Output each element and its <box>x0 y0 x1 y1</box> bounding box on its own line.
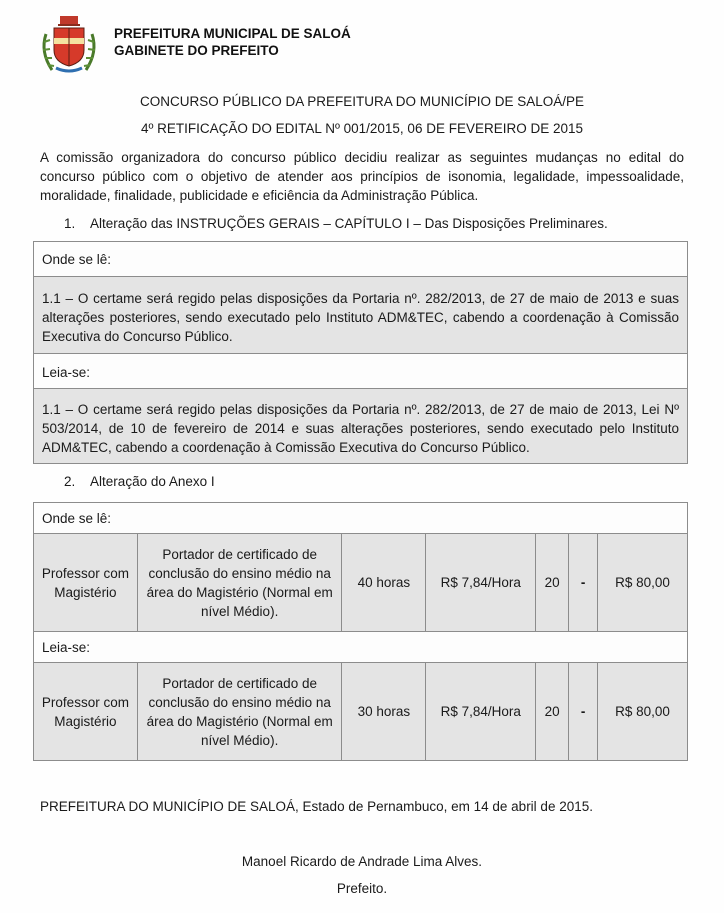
taxa-cell: R$ 80,00 <box>598 663 688 761</box>
table-row <box>34 534 688 632</box>
item-1-heading <box>64 214 608 233</box>
item-1-number: 1. <box>64 216 76 231</box>
table-row <box>34 632 688 663</box>
intro-paragraph: A comissão organizadora do concurso público decidiu realizar as seguintes mudanças no edital do concurso público com o objetivo de atender aos princípios de isonomia, legalidade, impessoalidade, moralidade, finalidade, publicidade e eficiência da Administração Pública. <box>40 150 684 203</box>
item-1-leia-label: Leia-se: <box>42 365 91 380</box>
carga-horaria-cell: 40 horas <box>342 534 426 632</box>
item-2-title: Alteração do Anexo I <box>90 474 215 489</box>
cargo-cell: Professor com Magistério <box>34 663 138 761</box>
item-1-leia-text-box <box>33 388 688 464</box>
item-2-onde-label: Onde se lê: <box>34 503 688 534</box>
item-2-number: 2. <box>64 474 76 489</box>
signature-name: Manoel Ricardo de Andrade Lima Alves. <box>241 854 483 869</box>
municipal-coat-of-arms-icon <box>38 12 100 78</box>
item-1-title: Alteração das INSTRUÇÕES GERAIS – CAPÍTULO I – Das Disposições Preliminares. <box>90 216 608 231</box>
item-1-onde-label-box <box>33 241 688 277</box>
vagas-cell: 20 <box>536 534 569 632</box>
anexo-table <box>33 502 688 761</box>
cargo-cell: Professor com Magistério <box>34 534 138 632</box>
document-title: CONCURSO PÚBLICO DA PREFEITURA DO MUNICÍPIO DE SALOÁ/PE <box>139 94 585 109</box>
header-title: PREFEITURA MUNICIPAL DE SALOÁ <box>114 26 351 41</box>
item-2-heading <box>64 472 215 491</box>
item-1-leia-text: 1.1 – O certame será regido pelas disposições da Portaria nº. 282/2013, de 27 de maio de 2013, Lei Nº 503/2014, de 10 de fevereiro de 2014 e suas alterações posteriores, sendo executado pelo Instituto ADM&TEC, cabendo a coordenação à Comissão Executiva do Concurso Público. <box>42 402 679 455</box>
item-1-leia-label-box <box>33 353 688 389</box>
requisito-cell: Portador de certificado de conclusão do ensino médio na área do Magistério (Normal em nível Médio). <box>137 663 342 761</box>
table-row <box>34 503 688 534</box>
document-subtitle: 4º RETIFICAÇÃO DO EDITAL Nº 001/2015, 06 DE FEVEREIRO DE 2015 <box>140 121 584 136</box>
item-2-leia-label: Leia-se: <box>34 632 688 663</box>
reserva-cell: - <box>569 534 598 632</box>
closing-statement: PREFEITURA DO MUNICÍPIO DE SALOÁ, Estado de Pernambuco, em 14 de abril de 2015. <box>40 799 593 814</box>
table-row <box>34 663 688 761</box>
item-1-onde-text-box <box>33 276 688 354</box>
requisito-cell: Portador de certificado de conclusão do ensino médio na área do Magistério (Normal em nível Médio). <box>137 534 342 632</box>
valor-hora-cell: R$ 7,84/Hora <box>426 663 536 761</box>
valor-hora-cell: R$ 7,84/Hora <box>426 534 536 632</box>
taxa-cell: R$ 80,00 <box>598 534 688 632</box>
item-1-onde-label: Onde se lê: <box>42 252 112 267</box>
header <box>114 25 351 59</box>
item-1-onde-text: 1.1 – O certame será regido pelas disposições da Portaria nº. 282/2013, de 27 de maio de 2013 e suas alterações posteriores, sendo executado pelo Instituto ADM&TEC, cabendo a coordenação à Comissão Executiva do Concurso Público. <box>42 291 679 344</box>
carga-horaria-cell: 30 horas <box>342 663 426 761</box>
signature-role: Prefeito. <box>336 881 388 896</box>
vagas-cell: 20 <box>536 663 569 761</box>
reserva-cell: - <box>569 663 598 761</box>
header-subtitle: GABINETE DO PREFEITO <box>114 43 279 58</box>
